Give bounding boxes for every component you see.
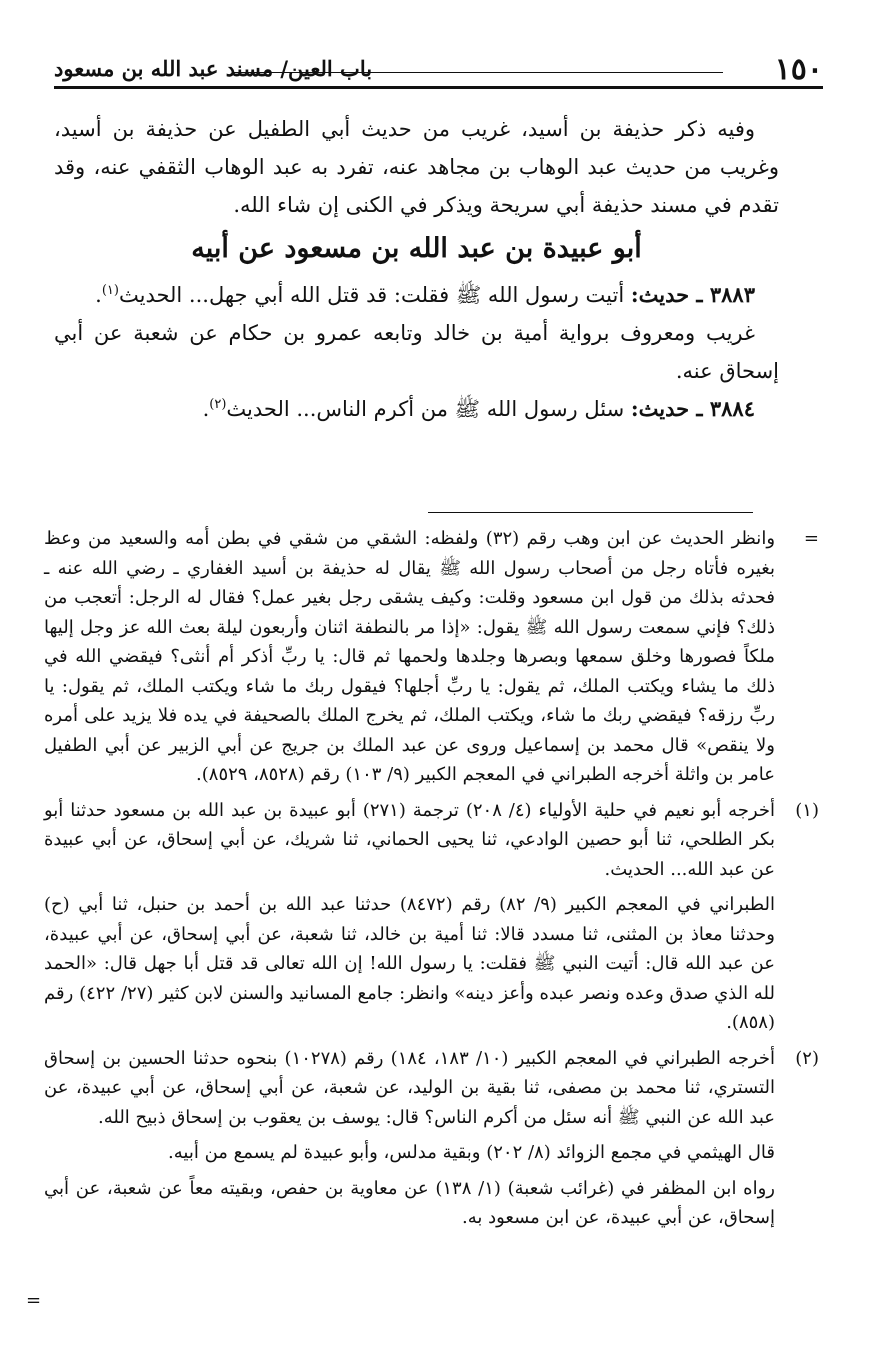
- footnote-text: وانظر الحديث عن ابن وهب رقم (٣٢) ولفظه: الشقي من شقي في بطن أمه والسعيد من وعظ بغيره فأتاه رجل من أصحاب رسول الله ﷺ يقال له حذيفة بن أسيد الغفاري ـ رضي الله عنه ـ فحدثه بذلك من قول ابن مسعود وقلت: وكيف يشقى رجل بغير عمل؟ فقال له الرجل: أتعجب من ذلك؟ فإني سمعت رسول الله ﷺ يقول: «إذا مر بالنطفة اثنان وأربعون ليلة بعث الله عز وجل إليها ملكاً فصورها وخلق سمعها وبصرها وجلدها ولحمها ثم قال: يا ربِّ أذكر أم أنثى؟ فيقضي الله في ذلك ما يشاء ويكتب الملك، ثم يقول: يا ربِّ أجلها؟ فيقول ربك ما شاء ويكتب الملك، ثم يقول: يا ربِّ رزقه؟ فيقضي ربك ما شاء، ويكتب الملك، ثم يخرج الملك بالصحيفة في يده فلا يزيد على أمره ولا ينقص» قال محمد بن إسماعيل وروى عن عبد الملك بن جريج عن أبي الزبير عن أبي الطفيل عامر بن واثلة أخرجه الطبراني في المعجم الكبير (٩/ ١٠٣) رقم (٨٥٢٨، ٨٥٢٩).: [44, 528, 776, 785]
- footnote-text: أخرجه أبو نعيم في حلية الأولياء (٤/ ٢٠٨) ترجمة (٢٧١) أبو عبيدة بن عبد الله بن مسعود حدثنا أبو بكر الطلحي، ثنا أبو حصين الوادعي، ثنا يحيى الحماني، ثنا شريك، عن أبي إسحاق، عن أبي عبيدة عن عبد الله... الحديث.: [44, 799, 775, 880]
- page-number: ١٥٠: [774, 52, 823, 87]
- footnote-text: الطبراني في المعجم الكبير (٩/ ٨٢) رقم (٨٤٧٢) حدثنا عبد الله بن أحمد بن حنبل، ثنا أبي (ح) وحدثنا معاذ بن المثنى، ثنا مسدد قالا: ثنا أمية بن خالد، ثنا شعبة، عن أبي إسحاق، عن أبي عبيدة، عن عبد الله قال: أتيت النبي ﷺ فقلت: يا رسول الله! إن الله تعالى قد قتل أبا جهل قال: «الحمد لله الذي صدق وعده ونصر عبده وأعز دينه» وانظر: جامع المسانيد والسنن لابن كثير (٢٧/ ٤٢٢) رقم (٨٥٨).: [44, 894, 775, 1033]
- continuation-mark-bottom: =: [26, 1290, 42, 1311]
- hadith-text: أتيت رسول الله ﷺ فقلت: قد قتل الله أبي جهل... الحديث: [118, 283, 625, 307]
- footnote-continuation: [44, 524, 819, 790]
- running-title: باب العين/ مسند عبد الله بن مسعود: [54, 56, 373, 81]
- intro-paragraph: وفيه ذكر حذيفة بن أسيد، غريب من حديث أبي الطفيل عن حذيفة بن أسيد، وغريب من حديث عبد الوهاب بن مجاهد عنه، تفرد به عبد الوهاب الثقفي عنه، وقد تقدم في مسند حذيفة أبي سريحة ويذكر في الكنى إن شاء الله.: [54, 117, 779, 217]
- footnotes: [44, 524, 819, 1239]
- hadith-3884: [54, 390, 779, 428]
- footnote-text: أخرجه الطبراني في المعجم الكبير (١٠/ ١٨٣، ١٨٤) رقم (١٠٢٧٨) بنحوه حدثنا الحسين بن إسحاق التستري، ثنا محمد بن مصفى، ثنا بقية بن الوليد، عن شعبة، عن أبي إسحاق، عن أبي عبيدة، عن عبد الله عن النبي ﷺ أنه سئل من أكرم الناس؟ قال: يوسف بن يعقوب بن إسحاق ذبيح الله.: [44, 1047, 775, 1128]
- hadith-end: .: [95, 283, 102, 307]
- footnote-marker: (٢): [795, 1047, 819, 1069]
- main-text: [54, 110, 779, 428]
- footnote-marker: (١): [795, 799, 819, 821]
- hadith-text: سئل رسول الله ﷺ من أكرم الناس... الحديث: [226, 397, 625, 421]
- commentary-paragraph: غريب ومعروف برواية أمية بن خالد وتابعه عمرو بن حكام عن شعبة عن أبي إسحاق عنه.: [54, 321, 779, 383]
- section-heading: أبو عبيدة بن عبد الله بن مسعود عن أبيه: [191, 233, 642, 264]
- hadith-end: .: [202, 397, 210, 421]
- footnote-ref[interactable]: (٢): [209, 397, 227, 412]
- footnote-1: [44, 796, 819, 1038]
- footnote-2: [44, 1044, 819, 1233]
- page-header: [54, 52, 823, 86]
- footnote-separator: [428, 512, 753, 513]
- hadith-3883: [54, 276, 779, 314]
- footnote-text: قال الهيثمي في مجمع الزوائد (٨/ ٢٠٢) وبقية مدلس، وأبو عبيدة لم يسمع من أبيه.: [168, 1142, 775, 1163]
- hadith-number: ٣٨٨٣ ـ حديث:: [630, 282, 755, 307]
- header-rule: [54, 86, 823, 89]
- footnote-ref[interactable]: (١): [101, 283, 119, 298]
- footnote-text: رواه ابن المظفر في (غرائب شعبة) (١/ ١٣٨) عن معاوية بن حفص، وبقيته معاً عن شعبة، عن أبي إسحاق، عن أبي عبيدة، عن ابن مسعود به.: [44, 1177, 775, 1228]
- continuation-mark: =: [803, 528, 819, 549]
- hadith-number: ٣٨٨٤ ـ حديث:: [630, 396, 755, 421]
